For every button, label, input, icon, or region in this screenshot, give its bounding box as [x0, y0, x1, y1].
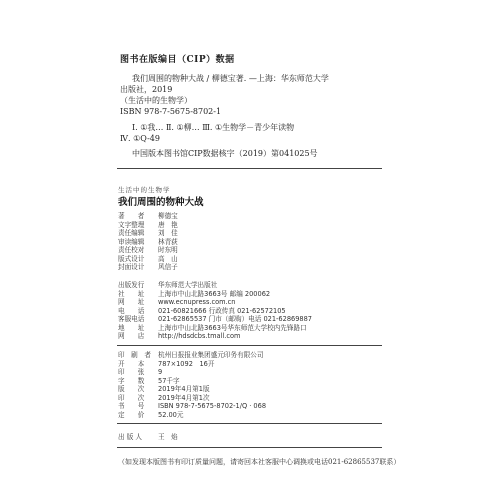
publisher-value: 021-60821666 行政传真 021-62572105 [158, 306, 286, 315]
printing-row [118, 351, 264, 359]
credit-label: 文字整理 [118, 220, 145, 229]
printing-label: 版 次 [118, 385, 145, 393]
publisher-value: 华东师范大学出版社 [158, 281, 218, 289]
printing-label: 字 数 [118, 376, 145, 385]
credit-value: 柳德宝 [158, 212, 178, 220]
cip-line-4: ISBN 978-7-5675-8702-1 [120, 107, 222, 116]
printing-label: 印 次 [118, 393, 145, 402]
printing-value: 57千字 [158, 376, 180, 385]
credit-label: 责任编辑 [118, 229, 145, 237]
publisher-value: 上海市中山北路3663号华东师范大学校内先锋路口 [158, 323, 307, 332]
publisher-value: 021-62865537 门市（邮购）电话 021-62869887 [158, 315, 312, 323]
cip-line-3: （生活中的生物学） [120, 96, 192, 105]
printing-label: 印 张 [118, 368, 145, 376]
credit-value: 唐 艳 [158, 220, 178, 229]
printing-label: 印 刷 者 [118, 351, 151, 359]
printing-label: 开 本 [118, 359, 145, 368]
publisher-row [118, 290, 270, 298]
publisher-person-label: 出 版 人 [118, 433, 142, 441]
cip-line-1: 我们周围的物种大战 / 柳德宝著. —上海：华东师范大学 [132, 74, 329, 83]
credit-row [118, 255, 178, 263]
cip-class-line-2: Ⅳ. ①Q-49 [120, 134, 160, 143]
credit-value: 风信子 [158, 263, 178, 271]
publisher-label: 出版发行 [118, 281, 145, 289]
credit-value: 时东明 [158, 246, 178, 254]
printing-row [118, 394, 210, 402]
cip-class-line-1: Ⅰ. ①我… Ⅱ. ①柳… Ⅲ. ①生物学－青少年读物 [132, 123, 295, 132]
divider-bottom [117, 447, 382, 448]
book-title: 我们周围的物种大战 [118, 197, 204, 208]
printing-value: 9 [158, 368, 163, 376]
cip-data-number: 中国版本图书馆CIP数据核字（2019）第041025号 [132, 149, 318, 158]
credit-label: 版式设计 [118, 254, 145, 263]
publisher-label: 电 话 [118, 306, 145, 315]
divider-top [117, 168, 382, 169]
publisher-person-row [118, 433, 178, 441]
printing-value: ISBN 978-7-5675-8702-1/Q · 068 [158, 402, 267, 410]
divider-middle [117, 345, 382, 346]
publisher-row [118, 307, 286, 315]
publisher-label: 网 址 [118, 298, 145, 306]
credit-value: 高 山 [158, 254, 178, 263]
publisher-value: 上海市中山北路3663号 邮编 200062 [158, 289, 271, 298]
printing-row [118, 377, 180, 385]
series-name: 生活中的生物学 [118, 186, 171, 194]
printing-value: 2019年4月第1版 [158, 385, 210, 393]
footer-note: （如发现本版图书有印订质量问题，请寄回本社客服中心调换或电话021-62865537联系） [118, 458, 401, 466]
publisher-label: 网 店 [118, 332, 145, 340]
printing-row [118, 368, 162, 376]
publisher-row [118, 281, 217, 289]
credit-row [118, 221, 178, 229]
printing-value: 2019年4月第1次 [158, 393, 210, 402]
printing-row [118, 360, 214, 368]
credit-value: 刘 佳 [158, 229, 178, 237]
printing-value: 52.00元 [158, 410, 184, 419]
credit-label: 著 者 [118, 212, 145, 220]
credit-value: 林青荻 [158, 237, 178, 246]
publisher-value: http://hdsdcbs.tmall.com [158, 332, 241, 340]
publisher-label: 客服电话 [118, 315, 145, 323]
printing-label: 定 价 [118, 410, 145, 419]
credit-row [118, 238, 178, 246]
publisher-label: 地 址 [118, 323, 145, 332]
credit-row [118, 212, 178, 220]
publisher-row [118, 298, 235, 306]
printing-row [118, 411, 183, 419]
credit-row [118, 246, 178, 254]
credit-label: 审读编辑 [118, 237, 145, 246]
printing-label: 书 号 [118, 402, 145, 410]
credit-row [118, 263, 178, 271]
printing-value: 787×1092 16开 [158, 359, 215, 368]
publisher-value: www.ecnupress.com.cn [158, 298, 236, 306]
credit-label: 责任校对 [118, 246, 145, 254]
cip-heading: 图书在版编目（CIP）数据 [120, 55, 235, 65]
divider-lower [117, 423, 382, 424]
printing-value: 杭州日报报业集团盛元印务有限公司 [158, 351, 264, 359]
publisher-row [118, 315, 312, 323]
cip-line-2: 出版社，2019 [120, 85, 173, 94]
credit-label: 封面设计 [118, 263, 145, 271]
publisher-row [118, 332, 240, 340]
printing-row [118, 385, 210, 393]
credit-row [118, 229, 178, 237]
printing-row [118, 402, 266, 410]
publisher-label: 社 址 [118, 289, 145, 298]
publisher-person-value: 王 焰 [158, 433, 178, 441]
publisher-row [118, 324, 307, 332]
